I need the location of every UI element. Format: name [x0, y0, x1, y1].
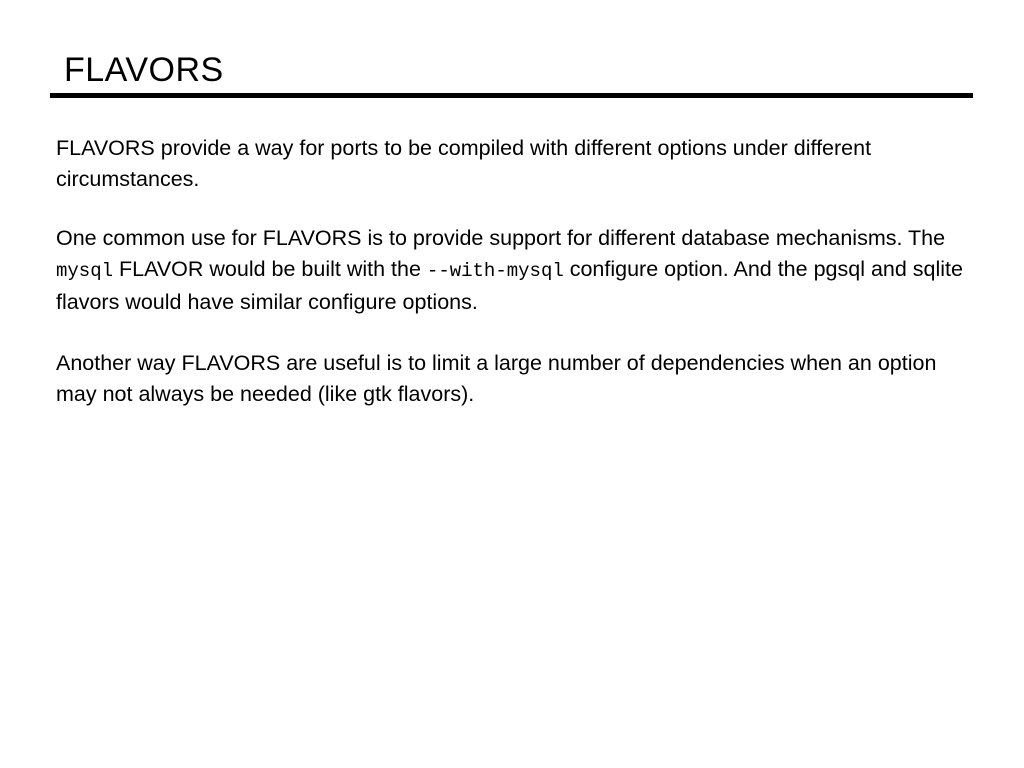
page-title: FLAVORS	[64, 51, 224, 89]
code-with-mysql: --with-mysql	[426, 260, 564, 282]
code-mysql: mysql	[56, 260, 114, 282]
paragraph-database-text-3: configure option. And the pgsql and sqlite flavors would have similar configure options.	[56, 257, 963, 314]
title-divider	[50, 93, 973, 98]
paragraph-database	[56, 223, 972, 318]
paragraph-dependencies: Another way FLAVORS are useful is to limit a large number of dependencies when an option may not always be needed (like gtk flavors).	[56, 351, 937, 406]
paragraph-intro: FLAVORS provide a way for ports to be compiled with different options under different circumstances.	[56, 136, 872, 191]
slide-body	[56, 133, 972, 410]
paragraph-database-text-2: FLAVOR would be built with the	[113, 257, 421, 281]
paragraph-database-text-1: One common use for FLAVORS is to provide support for different database mechanisms. The	[56, 226, 946, 250]
